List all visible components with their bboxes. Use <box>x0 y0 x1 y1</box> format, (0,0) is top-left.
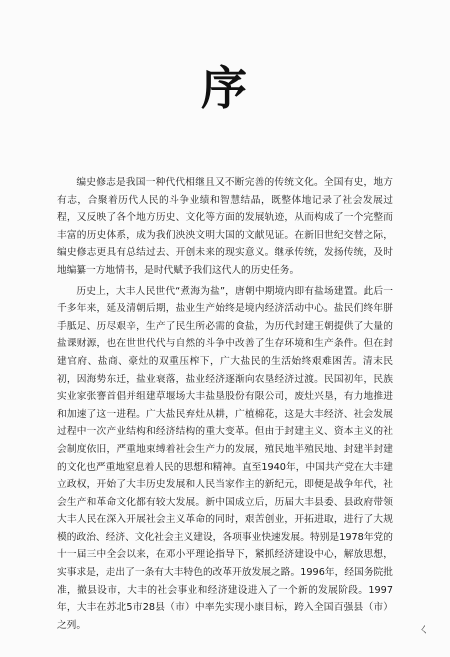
corner-mark: ㄑ <box>417 622 430 636</box>
paragraph-2: 历史上，大丰人民世代“煮海为盐”，唐朝中期境内即有盐场建置。此后一千多年来，延及清朝后期，盐业生产始终是境内经济活动中心。盐民们终年胼手胝足、历尽艰辛，生产了民生所必需的食盐，为历代封建王朝提供了大量的盐课财源，也在世世代代与自然的斗争中改善了生存环境和生产条件。但在封建官府、盐商、豪灶的双重压榨下，广大盐民的生活始终艰难困苦。清末民初，因海势东迁，盐业衰落，盐业经济逐渐向农垦经济过渡。民国初年，民族实业家张謇首倡并组建草堰场大丰盐垦股份有限公司，废灶兴垦，有力地推进和加速了这一进程。广大盐民弃灶从耕，广植棉花，这是大丰经济、社会发展过程中一次产业结构和经济结构的重大变革。但由于封建主义、资本主义的社会制度依旧，严重地束缚着社会生产力的发展，殖民地半殖民地、封建半封建的文化也严重地窒息着人民的思想和精神。直至1940年，中国共产党在大丰建立政权，开始了大丰历史发展和人民当家作主的新纪元，即便是战争年代，社会生产和革命文化都有较大发展。新中国成立后，历届大丰县委、县政府带领大丰人民在深入开展社会主义革命的同时，艰苦创业，开拓进取，进行了大规模的政治、经济、文化社会主义建设，各项事业快速发展。特别是1978年党的十一届三中全会以来，在邓小平理论指导下，紧抓经济建设中心，解放思想，实事求是，走出了一条有大丰特色的改革开放发展之路。1996年，经国务院批准，撤县设市，大丰的社会事业和经济建设进入了一个新的发展阶段。1997年，大丰在苏北5市28县（市）中率先实现小康目标，跨入全国百强县（市）之列。 <box>57 285 393 631</box>
preface-body <box>57 174 393 634</box>
page-title: 序 <box>201 61 249 115</box>
paragraph-1: 编史修志是我国一种代代相继且又不断完善的传统文化。全国有史，地方有志，合聚着历代人民的斗争业绩和智慧结晶，既整体地记录了社会发展过程，又反映了各个地方历史、文化等方面的发展轨迹，从而构成了一个完整而丰富的历史体系，成为我们泱泱文明大国的文献见证。在新旧世纪交替之际，编史修志更具有总结过去、开创未来的现实意义。继承传统，发扬传统，及时地编纂一方地情书，是时代赋予我们这代人的历史任务。 <box>57 177 393 276</box>
